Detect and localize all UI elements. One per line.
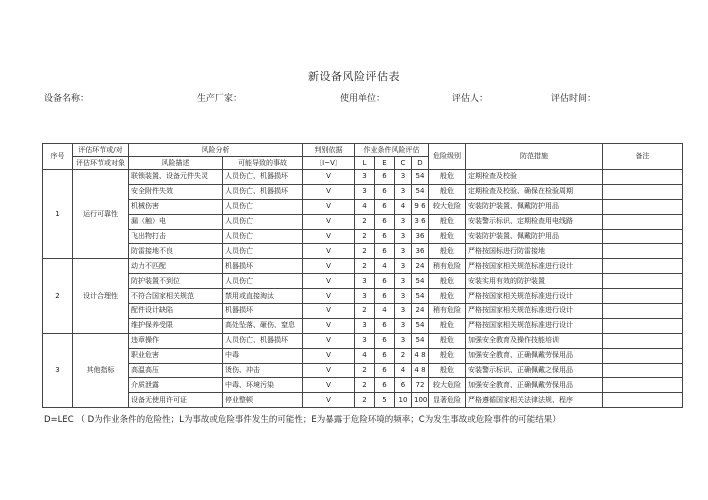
D-cell: 4 8	[412, 348, 429, 363]
C-cell: 2	[395, 348, 412, 363]
L-cell: 3	[355, 289, 375, 304]
header-seq: 序号	[43, 144, 73, 170]
remark-cell	[603, 244, 683, 259]
group-name-cell: 运行可靠性	[73, 170, 129, 259]
header-measures: 防范措施	[466, 144, 603, 170]
C-cell: 3	[395, 184, 412, 199]
remark-cell	[603, 363, 683, 378]
level-cell: 般危	[429, 318, 466, 333]
group-number-cell: 3	[43, 333, 73, 407]
measure-cell: 严格按国标进行防雷接地	[466, 244, 603, 259]
accident-cell: 人员伤亡、机器损坏	[223, 333, 303, 348]
risk-desc-cell: 介质泄露	[129, 378, 223, 393]
risk-desc-cell: 高温高压	[129, 363, 223, 378]
remark-cell	[603, 378, 683, 393]
accident-cell: 禁用或直接淘汰	[223, 289, 303, 304]
L-cell: 2	[355, 363, 375, 378]
C-cell: 3	[395, 229, 412, 244]
risk-desc-cell: 违章操作	[129, 333, 223, 348]
risk-desc-cell: 联锁装置、设备元件失灵	[129, 170, 223, 185]
basis-cell: V	[303, 393, 355, 408]
assessor-label: 评估人：	[452, 94, 489, 104]
basis-cell: V	[303, 304, 355, 319]
remark-cell	[603, 333, 683, 348]
basis-cell: V	[303, 363, 355, 378]
L-cell: 2	[355, 393, 375, 408]
L-cell: 3	[355, 274, 375, 289]
accident-cell: 人员伤亡	[223, 199, 303, 214]
L-cell: 3	[355, 318, 375, 333]
level-cell: 般危	[429, 363, 466, 378]
header-risk-analysis: 风险分析	[129, 144, 303, 157]
E-cell: 6	[375, 363, 395, 378]
D-cell: 54	[412, 318, 429, 333]
E-cell: 6	[375, 229, 395, 244]
basis-cell: V	[303, 259, 355, 274]
accident-cell: 机器损坏	[223, 259, 303, 274]
measure-cell: 安装警示标识、定期检查用电线路	[466, 214, 603, 229]
C-cell: 6	[395, 378, 412, 393]
table-row	[43, 304, 683, 319]
basis-cell: V	[303, 378, 355, 393]
C-cell: 3	[395, 289, 412, 304]
L-cell: 3	[355, 333, 375, 348]
basis-cell: V	[303, 184, 355, 199]
group-number-cell: 1	[43, 170, 73, 259]
E-cell: 6	[375, 244, 395, 259]
D-cell: 54	[412, 333, 429, 348]
level-cell: 般危	[429, 244, 466, 259]
D-cell: 100	[412, 393, 429, 408]
table-row	[43, 214, 683, 229]
D-cell: 72	[412, 378, 429, 393]
L-cell: 2	[355, 304, 375, 319]
accident-cell: 人员伤亡	[223, 244, 303, 259]
level-cell: 般危	[429, 170, 466, 185]
L-cell: 4	[355, 348, 375, 363]
level-cell: 般危	[429, 333, 466, 348]
accident-cell: 人员伤亡、机器损坏	[223, 184, 303, 199]
risk-desc-cell: 机械伤害	[129, 199, 223, 214]
D-cell: 9 6	[412, 199, 429, 214]
risk-desc-cell: 安全附件失效	[129, 184, 223, 199]
measure-cell: 严格按国家相关规范标准进行设计	[466, 318, 603, 333]
table-row	[43, 229, 683, 244]
L-cell: 2	[355, 214, 375, 229]
risk-desc-cell: 配件设计缺陷	[129, 304, 223, 319]
level-cell: 般危	[429, 348, 466, 363]
table-row	[43, 259, 683, 274]
accident-cell: 烫伤、冲击	[223, 363, 303, 378]
level-cell: 般危	[429, 274, 466, 289]
header-basis: 判别依据	[303, 144, 355, 157]
remark-cell	[603, 214, 683, 229]
L-cell: 2	[355, 244, 375, 259]
header-stage-2: 评估环节或对象	[73, 157, 129, 170]
remark-cell	[603, 199, 683, 214]
remark-cell	[603, 170, 683, 185]
E-cell: 6	[375, 378, 395, 393]
C-cell: 4	[395, 199, 412, 214]
risk-desc-cell: 职业危害	[129, 348, 223, 363]
measure-cell: 严格按国家相关规范标准进行设计	[466, 259, 603, 274]
accident-cell: 人员伤亡	[223, 214, 303, 229]
D-cell: 54	[412, 274, 429, 289]
C-cell: 3	[395, 259, 412, 274]
accident-cell: 人员伤亡	[223, 229, 303, 244]
measure-cell: 安装警示标识、正确佩戴之保用品	[466, 363, 603, 378]
remark-cell	[603, 348, 683, 363]
L-cell: 2	[355, 229, 375, 244]
remark-cell	[603, 259, 683, 274]
measure-cell: 严格按国家相关规范标准进行设计	[466, 289, 603, 304]
accident-cell: 人员伤亡、机器损坏	[223, 170, 303, 185]
header-C: C	[395, 157, 412, 170]
D-cell: 54	[412, 170, 429, 185]
measure-cell: 加强安全教育及操作技能培训	[466, 333, 603, 348]
accident-cell: 人员伤亡	[223, 274, 303, 289]
group-name-cell: 其他指标	[73, 333, 129, 407]
E-cell: 6	[375, 333, 395, 348]
C-cell: 3	[395, 304, 412, 319]
C-cell: 10	[395, 393, 412, 408]
level-cell: 般危	[429, 184, 466, 199]
D-cell: 54	[412, 289, 429, 304]
L-cell: 3	[355, 170, 375, 185]
risk-desc-cell: 漏（触）电	[129, 214, 223, 229]
manufacturer-label: 生产厂家：	[197, 94, 243, 104]
E-cell: 6	[375, 214, 395, 229]
C-cell: 3	[395, 244, 412, 259]
L-cell: 2	[355, 259, 375, 274]
level-cell: 较大危险	[429, 378, 466, 393]
L-cell: 4	[355, 199, 375, 214]
header-L: L	[355, 157, 375, 170]
D-cell: 24	[412, 259, 429, 274]
basis-cell: V	[303, 333, 355, 348]
risk-desc-cell: 维护保养受限	[129, 318, 223, 333]
measure-cell: 加强安全教育、正确佩戴劳保用品	[466, 348, 603, 363]
E-cell: 6	[375, 289, 395, 304]
header-E: E	[375, 157, 395, 170]
level-cell: 显著危险	[429, 393, 466, 408]
E-cell: 6	[375, 348, 395, 363]
remark-cell	[603, 318, 683, 333]
basis-cell: V	[303, 170, 355, 185]
accident-cell: 停业整顿	[223, 393, 303, 408]
formula-note: D=LEC （ D为作业条件的危险性；L为事故或危险事件发生的可能性；E为暴露于危险环境的频率；C为发生事故或危险事件的可能结果）	[44, 415, 561, 425]
table-row	[43, 333, 683, 348]
group-name-cell: 设计合理性	[73, 259, 129, 333]
D-cell: 36	[412, 229, 429, 244]
measure-cell: 严格遵循国家相关法律法规、程序	[466, 393, 603, 408]
page-title: 新设备风险评估表	[308, 70, 400, 83]
measure-cell: 安装实用有效的防护装置	[466, 274, 603, 289]
accident-cell: 中毒、环境污染	[223, 378, 303, 393]
basis-cell: V	[303, 318, 355, 333]
risk-desc-cell: 动力不匹配	[129, 259, 223, 274]
table-row	[43, 289, 683, 304]
E-cell: 6	[375, 274, 395, 289]
remark-cell	[603, 289, 683, 304]
basis-cell: V	[303, 348, 355, 363]
C-cell: 3	[395, 170, 412, 185]
D-cell: 3 6	[412, 214, 429, 229]
remark-cell	[603, 304, 683, 319]
table-row	[43, 393, 683, 408]
accident-cell: 高处坠落、砸伤、窒息	[223, 318, 303, 333]
measure-cell: 加强安全教育、正确佩戴劳保用品	[466, 378, 603, 393]
accident-cell: 机器损坏	[223, 304, 303, 319]
remark-cell	[603, 274, 683, 289]
header-risk-desc: 风险描述	[129, 157, 223, 170]
L-cell: 2	[355, 378, 375, 393]
E-cell: 5	[375, 393, 395, 408]
E-cell: 6	[375, 199, 395, 214]
C-cell: 4	[395, 363, 412, 378]
risk-desc-cell: 飞出物打击	[129, 229, 223, 244]
risk-desc-cell: 不符合国家相关规范	[129, 289, 223, 304]
group-number-cell: 2	[43, 259, 73, 333]
measure-cell: 严格按国家相关规范标准进行设计	[466, 304, 603, 319]
level-cell: 般危	[429, 289, 466, 304]
C-cell: 3	[395, 274, 412, 289]
D-cell: 54	[412, 184, 429, 199]
D-cell: 4 8	[412, 363, 429, 378]
assess-time-label: 评估时间：	[551, 94, 597, 104]
risk-assessment-table	[42, 143, 683, 408]
risk-desc-cell: 设备无使用许可证	[129, 393, 223, 408]
C-cell: 3	[395, 214, 412, 229]
E-cell: 6	[375, 318, 395, 333]
measure-cell: 定期检查及校验	[466, 170, 603, 185]
user-unit-label: 使用单位：	[340, 94, 386, 104]
C-cell: 3	[395, 318, 412, 333]
table-row	[43, 199, 683, 214]
level-cell: 般危	[429, 214, 466, 229]
table-row	[43, 348, 683, 363]
header-basis-sub: 〔Ⅰ~Ⅴ〕	[303, 157, 355, 170]
measure-cell: 安装防护装置、佩戴防护用品	[466, 199, 603, 214]
table-row	[43, 318, 683, 333]
measure-cell: 定期检查及校验、确保在检验周期	[466, 184, 603, 199]
table-row	[43, 378, 683, 393]
measure-cell: 安装防护装置、佩戴防护用品	[466, 229, 603, 244]
E-cell: 6	[375, 184, 395, 199]
basis-cell: V	[303, 229, 355, 244]
table-row	[43, 274, 683, 289]
level-cell: 般危	[429, 229, 466, 244]
device-name-label: 设备名称：	[44, 94, 90, 104]
basis-cell: V	[303, 244, 355, 259]
accident-cell: 中毒	[223, 348, 303, 363]
remark-cell	[603, 229, 683, 244]
table-body	[43, 170, 683, 408]
risk-desc-cell: 防雷接地不良	[129, 244, 223, 259]
C-cell: 3	[395, 333, 412, 348]
header-stage: 评估环节或/对	[73, 144, 129, 157]
header-D: D	[412, 157, 429, 170]
level-cell: 稍有危险	[429, 304, 466, 319]
table-row	[43, 170, 683, 185]
remark-cell	[603, 184, 683, 199]
D-cell: 24	[412, 304, 429, 319]
table-row	[43, 244, 683, 259]
table-row	[43, 363, 683, 378]
D-cell: 36	[412, 244, 429, 259]
E-cell: 4	[375, 259, 395, 274]
basis-cell: V	[303, 214, 355, 229]
header-risk-eval: 作业条件风险评估	[355, 144, 429, 157]
E-cell: 4	[375, 304, 395, 319]
basis-cell: V	[303, 274, 355, 289]
level-cell: 较大危险	[429, 199, 466, 214]
header-accident: 可能导致的事故	[223, 157, 303, 170]
header-level: 危险级别	[429, 144, 466, 170]
L-cell: 3	[355, 184, 375, 199]
table-row	[43, 184, 683, 199]
header-remark: 备注	[603, 144, 683, 170]
level-cell: 稍有危险	[429, 259, 466, 274]
risk-desc-cell: 防护装置不到位	[129, 274, 223, 289]
remark-cell	[603, 393, 683, 408]
basis-cell: V	[303, 199, 355, 214]
basis-cell: V	[303, 289, 355, 304]
E-cell: 6	[375, 170, 395, 185]
